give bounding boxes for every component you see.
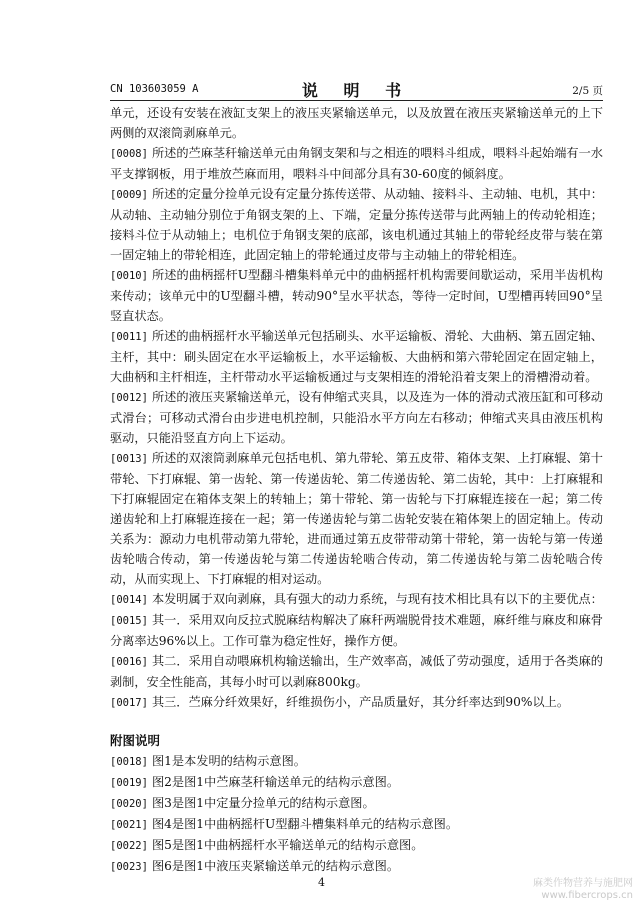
paragraph-number: [0015] <box>110 615 148 627</box>
paragraph-text: 所述的曲柄摇杆水平输送单元包括刷头、水平运输板、滑轮、大曲柄、第五固定轴、主杆，其中：刷头固定在水平运输板上，水平运输板、大曲柄和第六带轮固定在固定轴上，大曲柄和主杆相连，主杆带动水平运输板通过与支架相连的滑轮沿着支架上的滑槽滑动着。 <box>110 329 603 384</box>
paragraph <box>110 651 603 692</box>
paragraph-number: [0019] <box>110 777 148 789</box>
paragraph-text: 图4是图1中曲柄摇杆U型翻斗槽集料单元的结构示意图。 <box>151 817 459 831</box>
paragraph-number: [0014] <box>110 594 148 606</box>
paragraph-text: 图5是图1中曲柄摇杆水平输送单元的结构示意图。 <box>151 838 424 852</box>
paragraph-number: [0011] <box>110 331 148 343</box>
paragraph-text: 图3是图1中定量分捡单元的结构示意图。 <box>151 796 375 810</box>
publication-number: CN 103603059 A <box>110 83 199 95</box>
paragraph <box>110 387 603 448</box>
page-header <box>110 78 603 101</box>
page-count: 2/5 页 <box>572 85 603 97</box>
paragraph-text: 其一．采用双向反拉式脱麻结构解决了麻秆两端脱骨技术难题，麻纤维与麻皮和麻骨分离率达96%以上。工作可靠为稳定性好，操作方便。 <box>110 613 603 648</box>
paragraph-number: [0018] <box>110 756 148 768</box>
watermark <box>533 878 633 902</box>
paragraph-number: [0020] <box>110 798 148 810</box>
paragraph-list <box>110 143 603 713</box>
paragraph-number: [0017] <box>110 697 148 709</box>
paragraph-number: [0013] <box>110 453 148 465</box>
paragraph <box>110 610 603 651</box>
figure-paragraph-list <box>110 751 603 877</box>
figures-heading: 附图说明 <box>110 733 161 748</box>
paragraph <box>110 772 603 793</box>
document-title: 说 明 书 <box>301 81 412 100</box>
paragraph <box>110 143 603 184</box>
paragraph-number: [0021] <box>110 819 148 831</box>
paragraph <box>110 589 603 610</box>
paragraph-text: 所述的苎麻茎秆输送单元由角钢支架和与之相连的喂料斗组成，喂料斗起始端有一水平支撑钢板，用于堆放苎麻而用，喂料斗中间部分具有30-60度的倾斜度。 <box>110 146 603 181</box>
paragraph-number: [0023] <box>110 861 148 873</box>
paragraph-number: [0010] <box>110 270 148 282</box>
paragraph-text: 所述的双滚筒剥麻单元包括电机、第九带轮、第五皮带、箱体支架、上打麻辊、第十带轮、下打麻辊、第一齿轮、第一传递齿轮、第二传递齿轮、第二齿轮，其中：上打麻辊和下打麻辊固定在箱体支架上的转轴上；第十带轮、第一齿轮与下打麻辊连接在一起；第二传递齿轮和上打麻辊连接在一起；第一传递齿轮与第二齿轮安装在箱体架上的固定轴上。传动关系为：源动力电机带动第九带轮，进而通过第五皮带带动第十带轮，第一齿轮与第一传递齿轮啮合传动，第一传递齿轮与第二传递齿轮啮合传动，第二传递齿轮与第二齿轮啮合传动，从而实现上、下打麻辊的相对运动。 <box>110 451 603 586</box>
watermark-line-1: 麻类作物营养与施肥网 <box>533 878 633 889</box>
paragraph-text: 其三．苎麻分纤效果好，纤维损伤小，产品质量好，其分纤率达到90%以上。 <box>151 695 570 709</box>
paragraph-text: 图1是本发明的结构示意图。 <box>151 754 306 768</box>
watermark-line-2: www.fibercrops.cn <box>541 890 633 901</box>
paragraph-text: 其二．采用自动喂麻机构输送输出，生产效率高，减低了劳动强度，适用于各类麻的剥制，安全性能高，其每小时可以剥麻800kg。 <box>110 654 603 689</box>
paragraph <box>110 856 603 877</box>
paragraph <box>110 326 603 387</box>
paragraph-text: 所述的定量分捡单元设有定量分拣传送带、从动轴、接料斗、主动轴、电机，其中：从动轴、主动轴分别位于角钢支架的上、下端，定量分拣传送带与此两轴上的传动轮相连；接料斗位于从动轴上；电机位于角钢支架的底部，该电机通过其轴上的带轮经皮带与装在第一固定轴上的带轮相连，此固定轴上的带轮通过皮带与主动轴上的带轮相连。 <box>110 187 603 262</box>
paragraph-text: 图6是图1中液压夹紧输送单元的结构示意图。 <box>151 859 400 873</box>
page-number: 4 <box>318 876 325 889</box>
paragraph-text: 本发明属于双向剥麻，具有强大的动力系统，与现有技术相比具有以下的主要优点： <box>151 592 603 606</box>
paragraph-number: [0012] <box>110 392 148 404</box>
paragraph <box>110 793 603 814</box>
paragraph <box>110 448 603 589</box>
paragraph <box>110 835 603 856</box>
paragraph <box>110 692 603 713</box>
paragraph-number: [0016] <box>110 656 148 668</box>
paragraph <box>110 184 603 265</box>
paragraph-text: 所述的液压夹紧输送单元，设有伸缩式夹具，以及连为一体的滑动式液压缸和可移动式滑台；可移动式滑台由步进电机控制，只能沿水平方向左右移动；伸缩式夹具由液压机构驱动，只能沿竖直方向上下运动。 <box>110 390 603 445</box>
paragraph-text: 所述的曲柄摇杆U型翻斗槽集料单元中的曲柄摇杆机构需要间歇运动，采用半齿机构来传动；该单元中的U型翻斗槽，转动90°呈水平状态，等待一定时间，U型槽再转回90°呈竖直状态。 <box>110 268 603 323</box>
document-body <box>110 103 603 877</box>
paragraph-number: [0008] <box>110 148 148 160</box>
paragraph-text: 图2是图1中苎麻茎秆输送单元的结构示意图。 <box>151 775 400 789</box>
paragraph <box>110 751 603 772</box>
paragraph-number: [0022] <box>110 840 148 852</box>
paragraph <box>110 265 603 326</box>
continued-paragraph: 单元，还设有安装在液缸支架上的液压夹紧输送单元，以及放置在液压夹紧输送单元的上下两侧的双滚筒剥麻单元。 <box>110 106 603 140</box>
paragraph-number: [0009] <box>110 189 148 201</box>
paragraph <box>110 814 603 835</box>
